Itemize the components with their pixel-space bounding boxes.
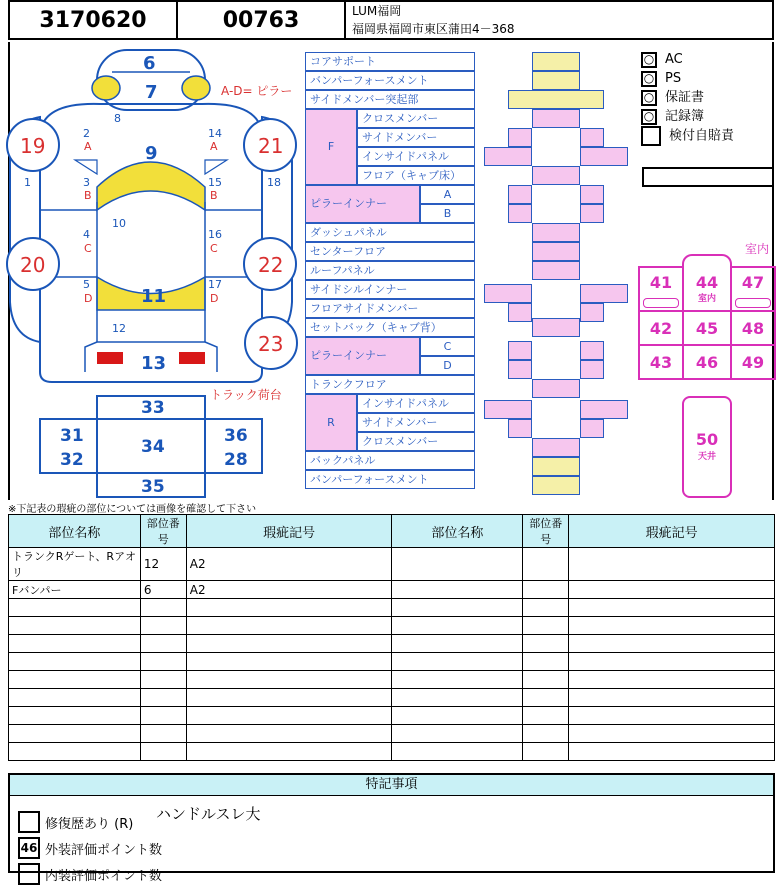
part-r-side-member: サイドメンバー — [357, 413, 475, 432]
part-back-panel: バックパネル — [305, 451, 475, 470]
special-notes-remark: ハンドルスレ大 — [156, 805, 261, 823]
damage-table-cell — [569, 653, 775, 671]
area-22: 22 — [258, 253, 284, 277]
frame-seg — [580, 128, 604, 147]
damage-table-row — [9, 653, 775, 671]
cabin-44-sub: 室内 — [697, 294, 716, 304]
damage-table-row — [9, 635, 775, 653]
header-part-no-2: 部位番号 — [523, 515, 569, 548]
damage-table-cell: A2 — [186, 548, 392, 581]
damage-table-cell — [392, 743, 523, 761]
left-pillar-d: D — [84, 292, 93, 305]
damage-table-cell — [523, 725, 569, 743]
roof-area-50 — [682, 396, 732, 498]
damage-table-cell: A2 — [186, 581, 392, 599]
damage-table-cell — [140, 671, 186, 689]
cabin-area-45: 45 — [682, 310, 732, 346]
lot-number: 00763 — [178, 2, 346, 38]
pillar-inner-a: A — [420, 185, 475, 204]
damage-table-cell — [523, 707, 569, 725]
windshield — [97, 162, 205, 210]
left-pillar-a: A — [84, 140, 92, 153]
damage-table-cell — [186, 599, 392, 617]
area-9: 9 — [145, 143, 158, 164]
frame-seg — [532, 166, 580, 185]
damage-table-cell — [9, 671, 141, 689]
part-r-inside-panel: インサイドパネル — [357, 394, 475, 413]
damage-table-cell: トランクRゲート、Rアオリ — [9, 548, 141, 581]
damage-table-cell — [523, 548, 569, 581]
equipment-ac-label: AC — [665, 52, 683, 67]
header-part-name: 部位名称 — [9, 515, 141, 548]
right-pillar-a: A — [210, 140, 218, 153]
equipment-warranty-check[interactable]: ○ — [641, 90, 657, 106]
part-side-sill-inner: サイドシルインナー — [305, 280, 475, 299]
left-pillar-c: C — [84, 242, 92, 255]
roof-sub: 天井 — [697, 452, 716, 462]
frame-seg — [532, 261, 580, 280]
damage-table-cell — [569, 581, 775, 599]
equipment-ps-label: PS — [665, 71, 682, 86]
dealer-info — [352, 2, 515, 38]
area-35: 35 — [141, 477, 165, 497]
dealer-name: LUM福岡 — [352, 4, 402, 18]
truck-bed-label: トラック荷台 — [210, 388, 282, 402]
cabin-area-49: 49 — [730, 344, 776, 380]
area-18: 18 — [267, 176, 281, 189]
right-pillar-b: B — [210, 189, 218, 202]
header-part-name-2: 部位名称 — [392, 515, 523, 548]
header-damage-code-2: 瑕疵記号 — [569, 515, 775, 548]
equipment-ps — [641, 69, 734, 88]
special-notes — [8, 773, 775, 884]
area-6: 6 — [143, 53, 156, 74]
header-part-no: 部位番号 — [140, 515, 186, 548]
damage-table-cell: 12 — [140, 548, 186, 581]
area-2: 2 — [83, 127, 90, 140]
frame-seg — [532, 476, 580, 495]
damage-table-cell — [392, 671, 523, 689]
frame-seg — [580, 400, 628, 419]
repair-history-box[interactable] — [18, 811, 40, 833]
area-1: 1 — [24, 176, 31, 189]
damage-table-cell — [392, 599, 523, 617]
damage-table-cell — [9, 707, 141, 725]
equipment-record-book-check[interactable]: ○ — [641, 109, 657, 125]
area-33: 33 — [141, 398, 165, 418]
repair-history-row — [18, 811, 133, 833]
area-31: 31 — [60, 426, 84, 446]
damage-table-cell — [186, 653, 392, 671]
area-4: 4 — [83, 228, 90, 241]
exterior-points-box[interactable]: 46 — [18, 837, 40, 859]
left-pillar-b: B — [84, 189, 92, 202]
damage-table-cell — [140, 689, 186, 707]
equipment-warranty-label: 保証書 — [665, 90, 705, 105]
left-headlight — [92, 76, 120, 100]
cabin-label: 室内 — [745, 242, 770, 256]
right-pillar-c: C — [210, 242, 218, 255]
cabin-area-48: 48 — [730, 310, 776, 346]
left-a-pillar-marker — [75, 160, 97, 174]
damage-table-cell — [569, 548, 775, 581]
dealer-address: 福岡県福岡市東区蒲田4－368 — [352, 22, 515, 36]
area-10: 10 — [112, 217, 126, 230]
stock-number: 3170620 — [10, 2, 178, 38]
repair-history-label: 修復歴あり (R) — [45, 816, 134, 832]
frame-seg — [508, 341, 532, 360]
frame-seg — [484, 147, 532, 166]
cabin-44-no: 44 — [695, 273, 719, 292]
frame-seg — [508, 360, 532, 379]
damage-table-cell — [392, 725, 523, 743]
damage-table-row — [9, 599, 775, 617]
left-tail-lamp — [97, 352, 123, 364]
area-28: 28 — [224, 450, 248, 470]
area-12: 12 — [112, 322, 126, 335]
damage-table-cell — [523, 635, 569, 653]
equipment-record-book — [641, 107, 734, 126]
special-notes-title: 特記事項 — [10, 775, 773, 796]
frame-seg — [532, 242, 580, 261]
damage-table-cell — [186, 743, 392, 761]
frame-seg — [532, 457, 580, 476]
frame-seg — [532, 223, 580, 242]
area-8: 8 — [114, 112, 121, 125]
frame-seg — [508, 303, 532, 322]
damage-table-cell — [392, 689, 523, 707]
damage-table-row — [9, 707, 775, 725]
damage-table-cell — [392, 548, 523, 581]
damage-table-cell — [569, 671, 775, 689]
damage-table-cell — [140, 635, 186, 653]
frame-seg — [508, 204, 532, 223]
damage-table-cell — [9, 743, 141, 761]
damage-table-cell — [523, 581, 569, 599]
damage-table-cell — [523, 617, 569, 635]
part-trunk-floor: トランクフロア — [305, 375, 475, 394]
damage-table-cell — [392, 617, 523, 635]
cabin-area-43: 43 — [638, 344, 684, 380]
area-5: 5 — [83, 278, 90, 291]
frame-seg — [532, 318, 580, 337]
exterior-points-label: 外装評価ポイント数 — [45, 842, 163, 858]
frame-seg — [532, 52, 580, 71]
area-16: 16 — [208, 228, 222, 241]
frame-seg — [532, 438, 580, 457]
damage-table-cell — [392, 635, 523, 653]
damage-table-cell — [140, 617, 186, 635]
frame-seg — [532, 379, 580, 398]
area-14: 14 — [208, 127, 222, 140]
frame-seg — [580, 147, 628, 166]
part-center-floor: センターフロア — [305, 242, 475, 261]
damage-table-cell — [9, 617, 141, 635]
part-dash-panel: ダッシュパネル — [305, 223, 475, 242]
damage-table-cell — [9, 689, 141, 707]
cabin-47-no: 47 — [741, 273, 765, 292]
part-bumper-reinforcement-rear: バンパーフォースメント — [305, 470, 475, 489]
part-f-side-member: サイドメンバー — [357, 128, 475, 147]
exterior-points-row — [18, 837, 162, 859]
damage-table-cell — [9, 635, 141, 653]
part-side-member-protrusion: サイドメンバー突起部 — [305, 90, 475, 109]
damage-table-cell — [523, 743, 569, 761]
area-34: 34 — [141, 437, 165, 457]
seat-icon — [643, 298, 679, 308]
table-note: ※下記表の瑕疵の部位については画像を確認して下さい — [8, 504, 257, 515]
area-32: 32 — [60, 450, 84, 470]
damage-table-row — [9, 548, 775, 581]
header-bar — [8, 0, 774, 40]
damage-table-row — [9, 725, 775, 743]
cabin-41-no: 41 — [649, 273, 673, 292]
pillar-note: A-D= ピラー — [221, 84, 293, 98]
cabin-area-42: 42 — [638, 310, 684, 346]
damage-table-cell — [523, 599, 569, 617]
cabin-area-41 — [638, 266, 684, 312]
damage-table-cell — [9, 725, 141, 743]
frame-seg — [508, 419, 532, 438]
roof-no: 50 — [695, 430, 719, 449]
pillar-inner-d: D — [420, 356, 475, 375]
area-11: 11 — [141, 286, 167, 307]
damage-table-cell — [186, 707, 392, 725]
damage-table-cell — [569, 689, 775, 707]
rear-group-label: R — [305, 394, 357, 451]
equipment-insurance-check[interactable] — [641, 126, 661, 146]
damage-table-cell — [523, 653, 569, 671]
area-21: 21 — [258, 134, 284, 158]
damage-table-header — [9, 515, 775, 548]
damage-table-cell — [392, 707, 523, 725]
damage-table-cell — [140, 725, 186, 743]
cabin-area-46: 46 — [682, 344, 732, 380]
frame-seg — [484, 400, 532, 419]
damage-table-cell — [9, 653, 141, 671]
frame-seg — [580, 185, 604, 204]
pillar-inner-c: C — [420, 337, 475, 356]
equipment-ac — [641, 50, 734, 69]
damage-table — [8, 514, 775, 761]
header-damage-code: 瑕疵記号 — [186, 515, 392, 548]
damage-table-cell — [186, 635, 392, 653]
equipment-insurance-label: 検付自賠責 — [669, 128, 735, 144]
damage-table-cell — [9, 599, 141, 617]
equipment-ac-check[interactable]: ○ — [641, 52, 657, 68]
frame-seg — [508, 185, 532, 204]
damage-table-cell — [523, 671, 569, 689]
damage-table-row — [9, 581, 775, 599]
frame-seg — [580, 284, 628, 303]
right-tail-lamp — [179, 352, 205, 364]
frame-seg — [580, 303, 604, 322]
damage-table-row — [9, 671, 775, 689]
damage-table-row — [9, 689, 775, 707]
frame-seg — [508, 90, 604, 109]
cabin-area-44 — [682, 254, 732, 312]
damage-table-cell — [186, 689, 392, 707]
frame-seg — [580, 419, 604, 438]
damage-table-cell — [186, 725, 392, 743]
damage-table-cell — [569, 725, 775, 743]
equipment-list — [641, 50, 734, 146]
damage-table-cell: 6 — [140, 581, 186, 599]
damage-table-cell: Fバンパー — [9, 581, 141, 599]
pillar-inner-b: B — [420, 204, 475, 223]
area-19: 19 — [20, 134, 46, 158]
right-a-pillar-marker — [205, 160, 227, 174]
interior-points-row — [18, 863, 162, 885]
damage-table-row — [9, 617, 775, 635]
frame-seg — [580, 341, 604, 360]
damage-table-cell — [140, 707, 186, 725]
area-3: 3 — [83, 176, 90, 189]
damage-table-cell — [569, 635, 775, 653]
part-r-cross-member: クロスメンバー — [357, 432, 475, 451]
part-core-support: コアサポート — [305, 52, 475, 71]
part-f-inside-panel: インサイドパネル — [357, 147, 475, 166]
part-setback: セットバック（キャブ背） — [305, 318, 475, 337]
frame-seg — [580, 360, 604, 379]
area-23: 23 — [258, 332, 284, 356]
area-36: 36 — [224, 426, 248, 446]
part-floor-side-member: フロアサイドメンバー — [305, 299, 475, 318]
equipment-record-book-label: 記録簿 — [665, 109, 705, 124]
seat-icon — [735, 298, 771, 308]
interior-points-label: 内装評価ポイント数 — [45, 868, 163, 884]
damage-table-cell — [392, 653, 523, 671]
equipment-extra-box — [642, 167, 774, 187]
equipment-ps-check[interactable]: ○ — [641, 71, 657, 87]
damage-table-cell — [569, 743, 775, 761]
frame-seg — [580, 204, 604, 223]
front-group-label: F — [305, 109, 357, 185]
damage-table-cell — [392, 581, 523, 599]
frame-seg — [484, 284, 532, 303]
area-7: 7 — [145, 82, 158, 103]
damage-table-cell — [569, 707, 775, 725]
area-17: 17 — [208, 278, 222, 291]
damage-table-cell — [140, 653, 186, 671]
cabin-area-47 — [730, 266, 776, 312]
frame-seg — [532, 109, 580, 128]
pillar-inner-cd: ピラーインナー — [305, 337, 420, 375]
damage-table-cell — [140, 599, 186, 617]
pillar-inner-ab: ピラーインナー — [305, 185, 420, 223]
damage-table-cell — [186, 617, 392, 635]
part-f-cross-member: クロスメンバー — [357, 109, 475, 128]
damage-table-cell — [186, 671, 392, 689]
equipment-insurance — [641, 126, 734, 146]
right-pillar-d: D — [210, 292, 219, 305]
damage-table-cell — [569, 617, 775, 635]
area-20: 20 — [20, 253, 46, 277]
right-headlight — [182, 76, 210, 100]
part-roof-panel: ルーフパネル — [305, 261, 475, 280]
area-15: 15 — [208, 176, 222, 189]
frame-seg — [508, 128, 532, 147]
damage-table-row — [9, 743, 775, 761]
frame-seg — [532, 71, 580, 90]
part-f-floor-cab: フロア（キャブ床） — [357, 166, 475, 185]
damage-table-cell — [140, 743, 186, 761]
equipment-warranty — [641, 88, 734, 107]
damage-table-cell — [569, 599, 775, 617]
area-13: 13 — [141, 353, 167, 374]
part-bumper-reinforcement-front: バンパーフォースメント — [305, 71, 475, 90]
interior-points-box[interactable] — [18, 863, 40, 885]
damage-table-cell — [523, 689, 569, 707]
